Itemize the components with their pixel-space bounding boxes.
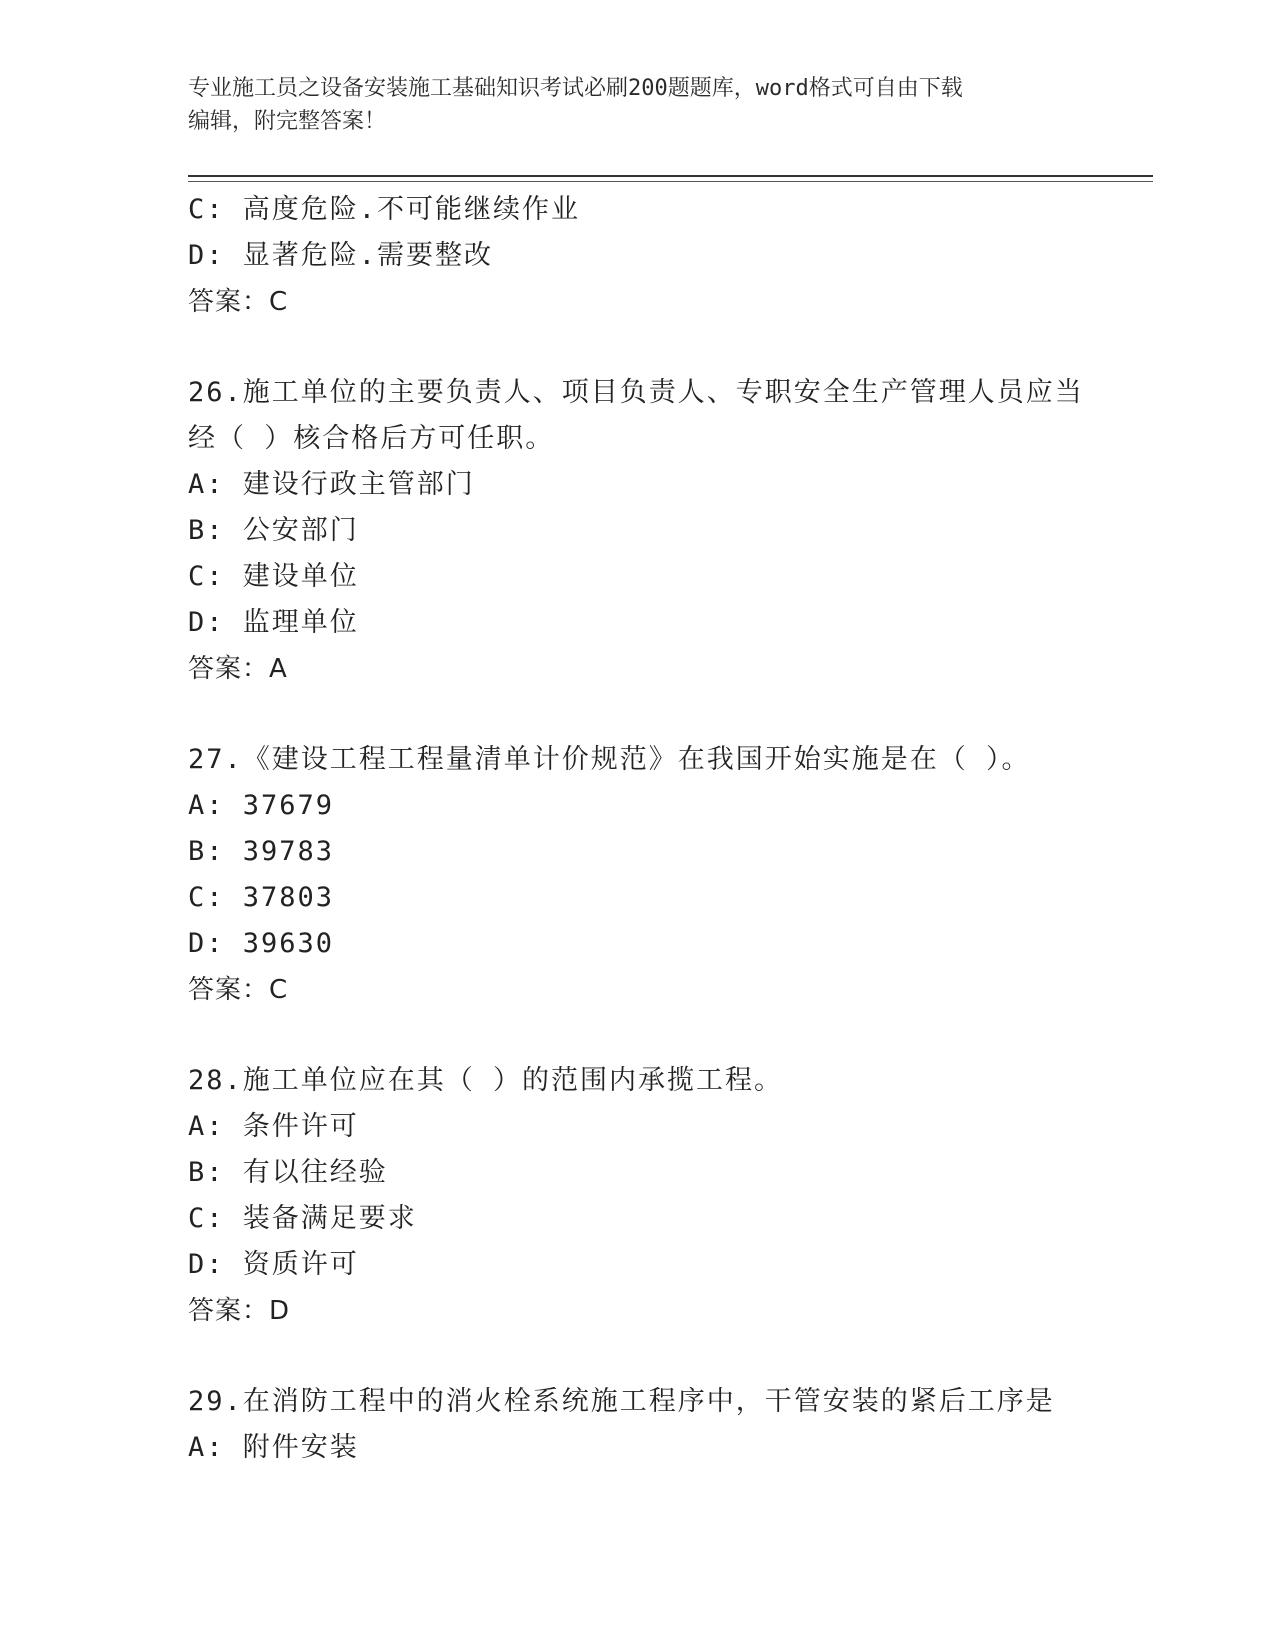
question-27-option-c: C: 37803: [188, 882, 335, 913]
question-28-option-c: C: 装备满足要求: [188, 1203, 417, 1234]
question-26-option-a: A: 建设行政主管部门: [188, 469, 475, 500]
spacer: [188, 1334, 1153, 1379]
header-title-line-2: 编辑，附完整答案！: [188, 109, 387, 134]
question-28-option-b: B: 有以往经验: [188, 1157, 388, 1188]
question-26-option-b: B: 公安部门: [188, 515, 359, 546]
question-28-answer: 答案：D: [188, 1296, 291, 1326]
option-c: C: 高度危险.不可能继续作业: [188, 194, 581, 225]
question-27-option-b: B: 39783: [188, 836, 335, 867]
spacer: [188, 1013, 1153, 1058]
spacer: [188, 692, 1153, 737]
document-header: [188, 72, 1068, 138]
question-26-option-d: D: 监理单位: [188, 607, 359, 638]
question-26-stem: 26.施工单位的主要负责人、项目负责人、专职安全生产管理人员应当: [188, 377, 1084, 408]
answer-line: 答案：C: [188, 287, 289, 317]
option-d: D: 显著危险.需要整改: [188, 240, 494, 271]
question-29-stem: 29.在消防工程中的消火栓系统施工程序中，干管安装的紧后工序是: [188, 1386, 1055, 1417]
header-divider-thick: [188, 175, 1153, 177]
question-content: [188, 187, 1153, 1471]
header-divider-thin: [188, 181, 1153, 182]
question-27-option-a: A: 37679: [188, 790, 335, 821]
spacer: [188, 325, 1153, 370]
question-27-stem: 27.《建设工程工程量清单计价规范》在我国开始实施是在（ ）。: [188, 744, 1031, 775]
question-26-stem-cont: 经（ ）核合格后方可任职。: [188, 423, 555, 454]
question-27-answer: 答案：C: [188, 975, 289, 1005]
question-26-option-c: C: 建设单位: [188, 561, 359, 592]
question-27-option-d: D: 39630: [188, 928, 335, 959]
question-28-option-d: D: 资质许可: [188, 1249, 359, 1280]
question-26-answer: 答案：A: [188, 654, 288, 684]
question-29-option-a: A: 附件安装: [188, 1432, 359, 1463]
question-28-option-a: A: 条件许可: [188, 1111, 359, 1142]
header-title-line-1: 专业施工员之设备安装施工基础知识考试必刷200题题库，word格式可自由下载: [188, 76, 963, 101]
question-28-stem: 28.施工单位应在其（ ）的范围内承揽工程。: [188, 1065, 784, 1096]
